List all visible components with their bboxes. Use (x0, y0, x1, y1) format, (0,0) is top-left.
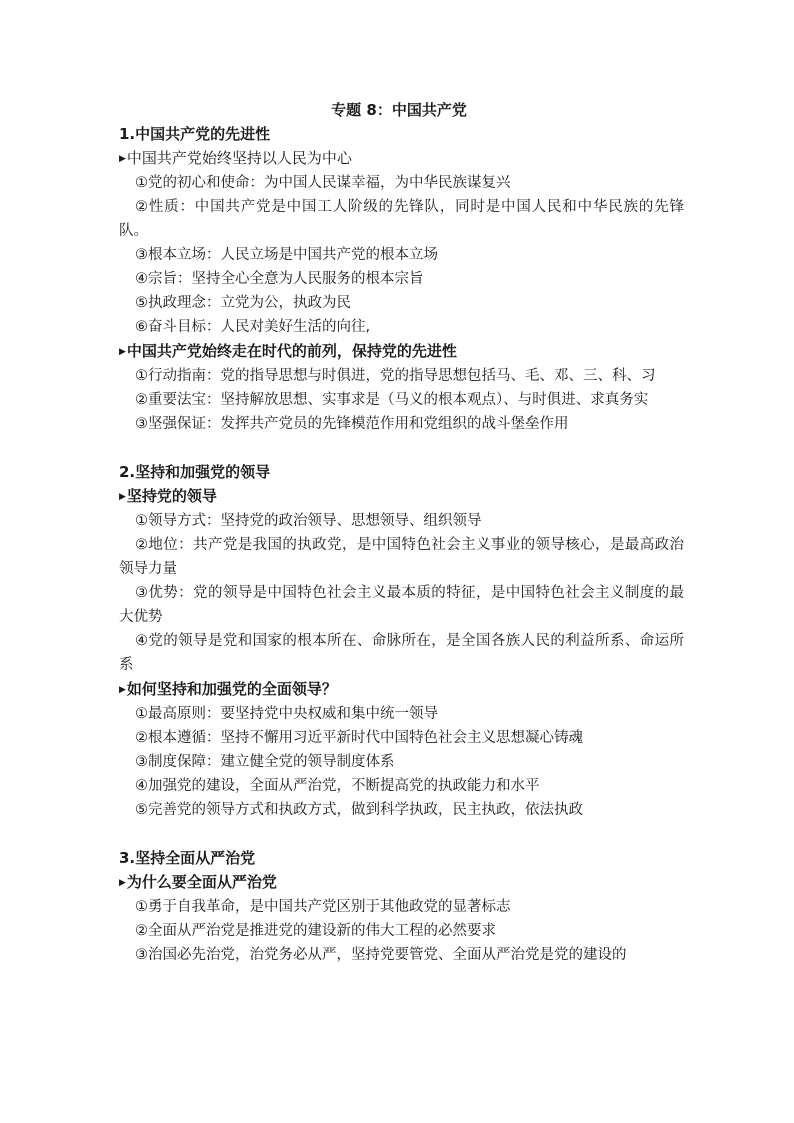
list-item: ④宗旨：坚持全心全意为人民服务的根本宗旨 (135, 271, 424, 287)
section-heading: 1.中国共产党的先进性 (119, 125, 271, 143)
list-item: ④党的领导是党和国家的根本所在、命脉所在，是全国各族人民的利益所系、命运所系 (119, 633, 684, 673)
subsection-heading-text: 中国共产党始终走在时代的前列，保持党的先进性 (126, 342, 457, 360)
list-item: ③坚强保证：发挥共产党员的先锋模范作用和党组织的战斗堡垒作用 (135, 416, 569, 432)
list-item: ①行动指南：党的指导思想与时俱进，党的指导思想包括马、毛、邓、三、科、习 (135, 368, 656, 384)
page-title: 专题 8：中国共产党 (331, 101, 467, 119)
triangle-bullet-icon: ▶ (119, 154, 126, 164)
list-item: ⑤完善党的领导方式和执政方式，做到科学执政，民主执政，依法执政 (135, 802, 583, 818)
section-spacer (119, 436, 684, 460)
triangle-bullet-icon: ▶ (119, 347, 126, 357)
document-body (119, 98, 684, 967)
subsection-heading-text: 坚持党的领导 (126, 487, 217, 505)
section-spacer (119, 822, 684, 846)
list-item: ③优势：党的领导是中国特色社会主义最本质的特征，是中国特色社会主义制度的最大优势 (119, 585, 684, 625)
list-item: ③根本立场：人民立场是中国共产党的根本立场 (135, 247, 438, 263)
list-item: ⑥奋斗目标：人民对美好生活的向往, (135, 319, 371, 335)
list-item: ①党的初心和使命：为中国人民谋幸福，为中华民族谋复兴 (135, 175, 511, 191)
list-item: ②根本遵循：坚持不懈用习近平新时代中国特色社会主义思想凝心铸魂 (135, 730, 583, 746)
list-item: ①最高原则：要坚持党中央权威和集中统一领导 (135, 706, 438, 722)
list-item: ②重要法宝：坚持解放思想、实事求是（马义的根本观点）、与时俱进、求真务实 (135, 392, 649, 408)
list-item: ③治国必先治党，治党务必从严，坚持党要管党、全面从严治党是党的建设的 (135, 947, 627, 963)
subsection-heading (119, 870, 684, 895)
subsection-heading (119, 339, 684, 364)
subsection-heading-text: 为什么要全面从严治党 (126, 873, 277, 891)
list-item: ④加强党的建设，全面从严治党，不断提高党的执政能力和水平 (135, 778, 540, 794)
triangle-bullet-icon: ▶ (119, 492, 126, 502)
subsection-heading-text: 中国共产党始终坚持以人民为中心 (126, 149, 352, 167)
list-item: ①领导方式：坚持党的政治领导、思想领导、组织领导 (135, 513, 482, 529)
list-item: ②全面从严治党是推进党的建设新的伟大工程的必然要求 (135, 923, 496, 939)
list-item: ①勇于自我革命，是中国共产党区别于其他政党的显著标志 (135, 899, 511, 915)
subsection-heading-text: 如何坚持和加强党的全面领导？ (126, 680, 337, 698)
triangle-bullet-icon: ▶ (119, 685, 126, 695)
section-heading: 3.坚持全面从严治党 (119, 849, 256, 867)
triangle-bullet-icon: ▶ (119, 878, 126, 888)
subsection-heading (119, 677, 684, 702)
list-item: ⑤执政理念：立党为公，执政为民 (135, 295, 351, 311)
section-heading: 2.坚持和加强党的领导 (119, 463, 271, 481)
subsection-heading (119, 146, 684, 171)
list-item: ②地位：共产党是我国的执政党，是中国特色社会主义事业的领导核心，是最高政治领导力量 (119, 537, 684, 577)
list-item: ③制度保障：建立健全党的领导制度体系 (135, 754, 395, 770)
list-item: ②性质：中国共产党是中国工人阶级的先锋队，同时是中国人民和中华民族的先锋队。 (119, 199, 684, 239)
subsection-heading (119, 484, 684, 509)
